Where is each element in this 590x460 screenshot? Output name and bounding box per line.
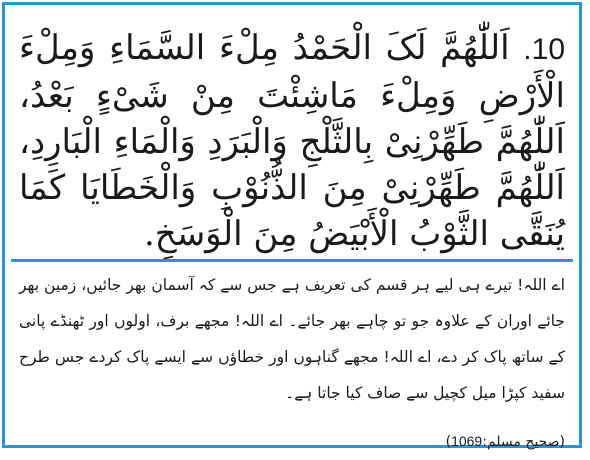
reference-label: (صحیح مسلم: [482,434,565,450]
reference-number: 1069 [451,433,483,449]
urdu-translation [19,267,565,460]
hadith-reference [19,423,565,460]
section-divider [11,259,573,262]
arabic-text: اَللّٰھُمَّ لَکَ الْحَمْدُ مِلْءَ السَّمَاءِ وَمِلْءَ الْأَرْضِ وَمِلْءَ مَاشِئْتَ مِنْ شَیْءٍ بَعْدُ، اَللّٰھُمَّ طَھِّرْنِیْ بِالثَّلْجِ وَالْبَرَدِ وَالْمَاءِ الْبَارِدِ، اَللّٰھُمَّ طَھِّرْنِیْ مِنَ الذُّنُوْبِ وَالْخَطَایَا کَمَا یُنَقَّی الثَّوْبُ الْأَبْیَضُ مِنَ الْوَسَخِ. [19,28,565,254]
dua-number: 10. [523,33,566,66]
dua-card [2,2,582,448]
reference-close: ) [445,434,452,450]
urdu-text: اے اللہ! تیرے ہی لیے ہر قسم کی تعریف ہے جس سے کہ آسمان بھر جائیں، زمین بھر جائے اوران کے علاوہ جو تو چاہے بھر جائے۔ اے اللہ! مجھے برف، اولوں اور ٹھنڈے پانی کے ساتھ پاک کر دے، اے اللہ! مجھے گناہوں اور خطاؤں سے ایسے پاک کردے جس طرح سفید کپڑا میل کچیل سے صاف کیا جاتا ہے۔ [19,276,565,402]
arabic-dua-text [19,25,565,257]
